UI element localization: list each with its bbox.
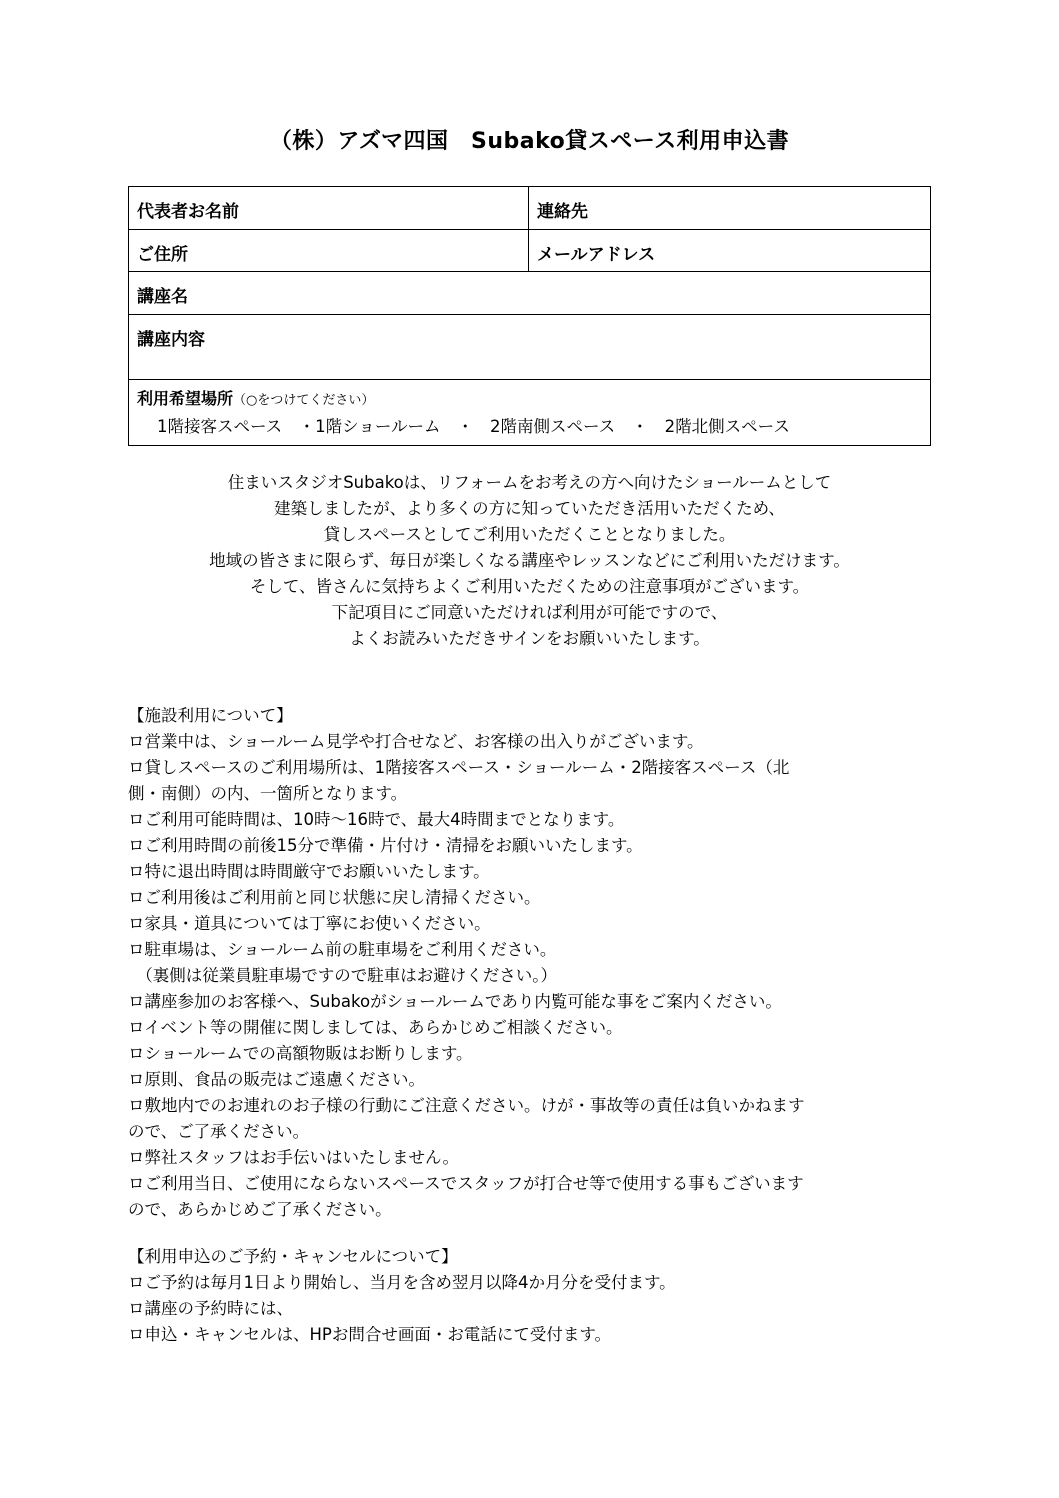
intro-line: 建築しましたが、より多くの方に知っていただき活用いただくため、: [274, 499, 785, 518]
reservation-item: ロ申込・キャンセルは、HPお問合せ画面・お電話にて受付ます。: [128, 1325, 612, 1344]
reservation-item: ロご予約は毎月1日より開始し、当月を含め翌月以降4か月分を受付ます。: [128, 1273, 676, 1292]
intro-text: [0, 470, 1059, 652]
rule-item: ロ営業中は、ショールーム見学や打合せなど、お客様の出入りがございます。: [128, 732, 704, 751]
rule-item: ロ貸しスペースのご利用場所は、1階接客スペース・ショールーム・2階接客スペース（北: [128, 758, 790, 777]
address-field[interactable]: [129, 230, 529, 272]
intro-line: よくお読みいただきサインをお願いいたします。: [349, 629, 710, 648]
contact-field[interactable]: [529, 187, 931, 230]
rule-item: ロご利用時間の前後15分で準備・片付け・清掃をお願いいたします。: [128, 836, 643, 855]
rule-item: ロ駐車場は、ショールーム前の駐車場をご利用ください。: [128, 940, 557, 959]
rule-item: 側・南側）の内、一箇所となります。: [128, 784, 408, 803]
rule-item: ロ講座参加のお客様へ、Subakoがショールームであり内覧可能な事をご案内ください。: [128, 992, 782, 1011]
location-note: （○をつけてください）: [233, 393, 375, 408]
rule-item: ロ原則、食品の販売はご遠慮ください。: [128, 1070, 425, 1089]
email-label: メールアドレス: [537, 245, 656, 265]
location-options[interactable]: 1階接客スペース ・1階ショールーム ・ 2階南側スペース ・ 2階北側スペース: [157, 417, 790, 436]
rule-item: ロご利用当日、ご使用にならないスペースでスタッフが打合せ等で使用する事もございます: [128, 1174, 804, 1193]
intro-line: 貸しスペースとしてご利用いただくこととなりました。: [323, 525, 736, 544]
rule-item: ロイベント等の開催に関しましては、あらかじめご相談ください。: [128, 1018, 623, 1037]
reservation-item: ロ講座の予約時には、: [128, 1299, 293, 1318]
course-name-field[interactable]: [129, 272, 931, 315]
rule-item: ロ弊社スタッフはお手伝いはいたしません。: [128, 1148, 459, 1167]
rule-item: ロご利用後はご利用前と同じ状態に戻し清掃ください。: [128, 888, 541, 907]
rule-item: ので、あらかじめご了承ください。: [128, 1200, 392, 1219]
reservation-heading: 【利用申込のご予約・キャンセルについて】: [128, 1247, 458, 1266]
facility-heading: 【施設利用について】: [128, 706, 293, 725]
page-title: （株）アズマ四国 Subako貸スペース利用申込書: [269, 129, 790, 154]
rule-item: ロ特に退出時間は時間厳守でお願いいたします。: [128, 862, 490, 881]
name-field[interactable]: [129, 187, 529, 230]
application-form-table: [128, 186, 931, 446]
intro-line: 下記項目にご同意いただければ利用が可能ですので、: [331, 603, 728, 622]
rule-item: ので、ご了承ください。: [128, 1122, 310, 1141]
rule-item: ロ家具・道具については丁寧にお使いください。: [128, 914, 491, 933]
intro-line: 住まいスタジオSubakoは、リフォームをお考えの方へ向けたショールームとして: [227, 473, 832, 492]
email-field[interactable]: [529, 230, 931, 272]
rule-item: ロご利用可能時間は、10時～16時で、最大4時間までとなります。: [128, 810, 625, 829]
course-content-field[interactable]: [129, 315, 931, 380]
address-label: ご住所: [137, 245, 188, 265]
rule-item: （裏側は従業員駐車場ですので駐車はお避けください。）: [128, 966, 557, 985]
course-name-label: 講座名: [137, 287, 188, 307]
intro-line: そして、皆さんに気持ちよくご利用いただくための注意事項がございます。: [249, 577, 810, 596]
intro-line: 地域の皆さまに限らず、毎日が楽しくなる講座やレッスンなどにご利用いただけます。: [209, 551, 850, 570]
reservation-rules-section: [128, 1244, 938, 1348]
course-content-label: 講座内容: [137, 330, 205, 350]
location-field[interactable]: [129, 380, 931, 446]
name-label: 代表者お名前: [137, 202, 239, 222]
contact-label: 連絡先: [537, 202, 588, 222]
rule-item: ロショールームでの高額物販はお断りします。: [128, 1044, 473, 1063]
rule-item: ロ敷地内でのお連れのお子様の行動にご注意ください。けが・事故等の責任は負いかねます: [128, 1096, 805, 1115]
location-label: 利用希望場所: [137, 389, 234, 408]
facility-rules-section: [128, 703, 938, 1223]
